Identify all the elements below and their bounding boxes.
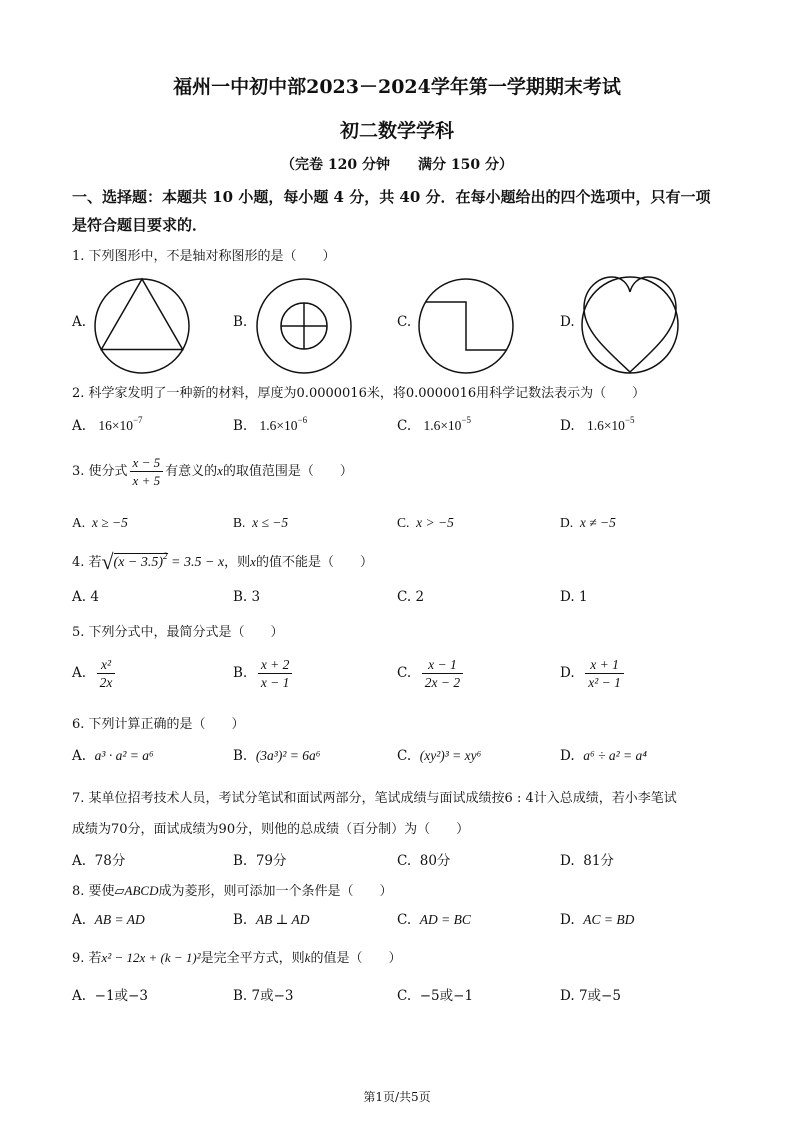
q4-option-b: B. 3 <box>233 589 261 605</box>
q3-option-c: C. x > −5 <box>397 515 454 530</box>
q8-option-c: C. AD = BC <box>397 912 471 928</box>
q4-option-c: C. 2 <box>397 589 425 605</box>
q3-option-a: A. x ≥ −5 <box>72 515 128 530</box>
q3-option-b: B. x ≤ −5 <box>233 515 289 530</box>
question-2-stem: 2. 科学家发明了一种新的材料，厚度为0.0000016米，将0.0000016用科学记数法表示为（ ） <box>72 386 646 401</box>
q1-option-b-label: B. <box>233 314 248 330</box>
q4-option-d: D. 1 <box>560 589 588 605</box>
q1-option-c-label: C. <box>397 314 412 330</box>
question-6-stem: 6. 下列计算正确的是（ ） <box>72 717 245 732</box>
q6-option-a: A. a³ · a² = a⁶ <box>72 748 154 764</box>
q1-option-a-label: A. <box>72 314 87 330</box>
q2-option-a: A. $16\times 10^{-7}$ <box>72 415 143 434</box>
section-heading-line1: 一、选择题：本题共 10 小题，每小题 4 分，共 40 分．在每小题给出的四个选项中，只有一项 <box>72 188 711 206</box>
q5-option-c: C. $\frac{x - 1}{2x - 2}$ <box>397 656 465 691</box>
page-number: 第1页/共5页 <box>363 1090 431 1104</box>
question-1-stem: 1. 下列图形中，不是轴对称图形的是（ ） <box>72 249 336 264</box>
q6-option-d: D. a⁶ ÷ a² = a⁴ <box>560 748 647 764</box>
question-7-stem-line2: 成绩为70分，面试成绩为90分，则他的总成绩（百分制）为（ ） <box>72 822 470 837</box>
q1-option-d-label: D. <box>560 314 575 330</box>
q5-option-d: D. $\frac{x + 1}{\text{x² − 1}}$ <box>560 656 626 691</box>
q7-option-d: D. 81分 <box>560 853 614 869</box>
question-8-stem: 8. 要使▱ABCD成为菱形，则可添加一个条件是（ ） <box>72 883 393 899</box>
q1-figure-a <box>92 276 192 376</box>
q9-option-d: D. 7或−5 <box>560 988 621 1004</box>
q5-option-b: B. $\frac{x + 2}{x - 1}$ <box>233 656 294 691</box>
q1-figure-d <box>579 274 681 376</box>
q1-figure-b <box>254 276 354 376</box>
q8-option-b: B. AB ⊥ AD <box>233 912 310 928</box>
exam-title: 福州一中初中部2023－2024学年第一学期期末考试 <box>173 76 621 98</box>
section-heading-line2: 是符合题目要求的． <box>72 216 208 234</box>
q3-fraction: $\frac{x - 5}{x + 5}$ <box>130 454 164 489</box>
q6-option-c: C. (xy²)³ = xy⁶ <box>397 748 482 764</box>
subject-title: 初二数学学科 <box>339 120 454 142</box>
q5-option-a: A. $\frac{\text{x²}}{2x}$ <box>72 656 117 691</box>
q9-option-c: C. −5或−1 <box>397 988 474 1004</box>
q7-option-b: B. 79分 <box>233 853 287 869</box>
q9-option-b: B. 7或−3 <box>233 988 294 1004</box>
exam-info: （完卷 120 分钟 满分 150 分） <box>281 157 513 173</box>
question-4-stem: 4. 若 √ $(x - 3.5)^2 = 3.5 - x$，则x的值不能是（ ） <box>72 549 373 574</box>
q8-option-d: D. AC = BD <box>560 912 635 928</box>
q2-option-d: D. $1.6\times 10^{-5}$ <box>560 415 635 434</box>
q2-option-b: B. $1.6\times 10^{-6}$ <box>233 415 308 434</box>
question-3-stem: 3. 使分式 $\frac{x - 5}{x + 5}$ 有意义的x的取值范围是（ ） <box>72 455 353 488</box>
q7-option-a: A. 78分 <box>72 853 126 869</box>
question-9-stem: 9. 若x² − 12x + (k − 1)²是完全平方式，则k的值是（ ） <box>72 950 402 966</box>
question-5-stem: 5. 下列分式中，最简分式是（ ） <box>72 625 284 640</box>
question-7-stem-line1: 7. 某单位招考技术人员，考试分笔试和面试两部分，笔试成绩与面试成绩按6 : 4计入总成绩，若小李笔试 <box>72 791 677 806</box>
q2-option-c: C. $1.6\times 10^{-5}$ <box>397 415 472 434</box>
q8-option-a: A. AB = AD <box>72 912 145 928</box>
q3-option-d: D. x ≠ −5 <box>560 515 616 530</box>
q6-option-b: B. (3a³)² = 6a⁶ <box>233 748 321 764</box>
q1-figure-c <box>416 276 516 376</box>
q4-option-a: A. 4 <box>72 589 99 605</box>
q4-radical: √ $(x - 3.5)^2$ <box>101 549 168 574</box>
q9-option-a: A. −1或−3 <box>72 988 148 1004</box>
q7-option-c: C. 80分 <box>397 853 451 869</box>
